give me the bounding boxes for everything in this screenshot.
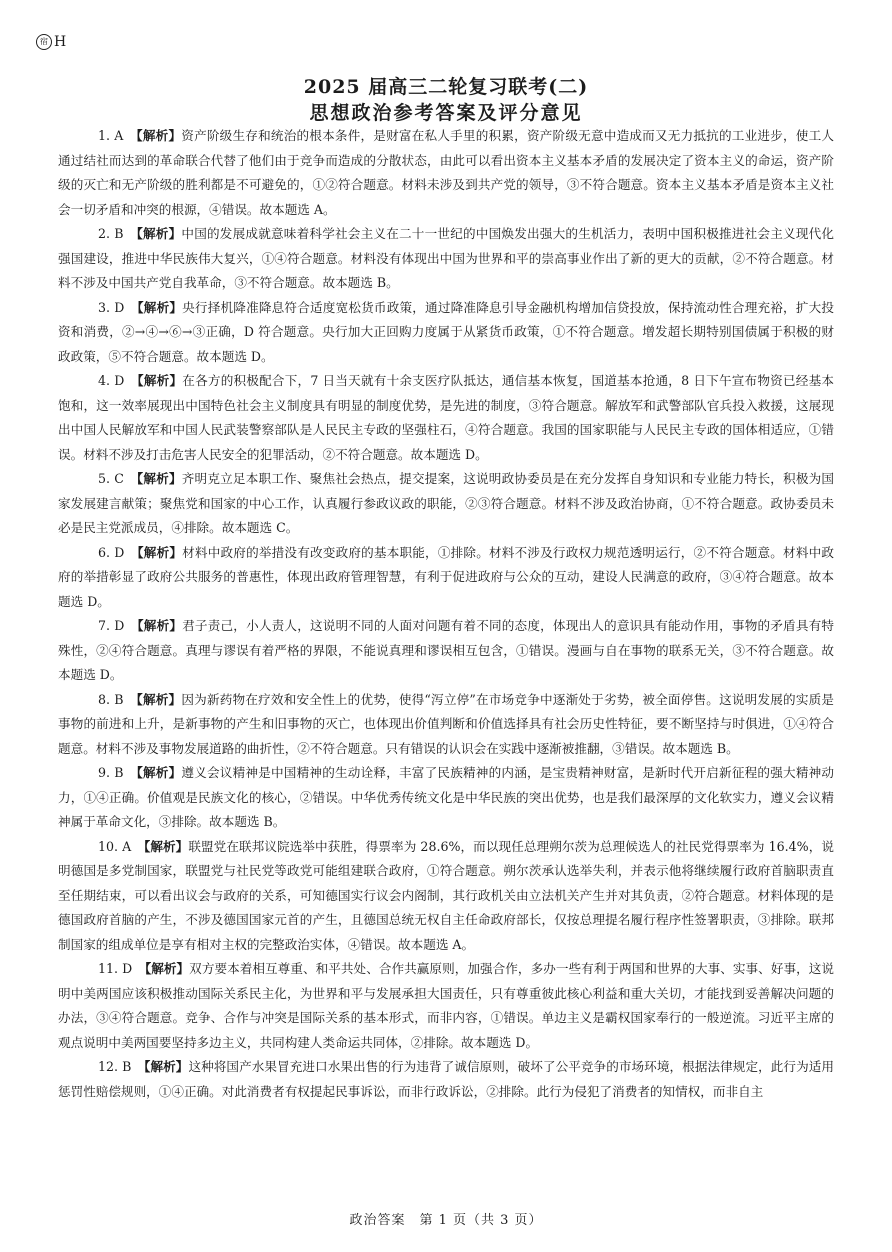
analysis-tag: 【解析】 (136, 471, 182, 486)
question-number: 11. D (98, 961, 133, 976)
analysis-text: 因为新药物在疗效和安全性上的优势，使得“泻立停”在市场竞争中逐渐处于劣势，被全面停售。这说明发展的实质是事物的前进和上升，是新事物的产生和旧事物的灭亡，也体现出价值判断和价值选择具有社会历史性特征，要不断坚持与时俱进，①④符合题意。材料不涉及事物发展道路的曲折性，②不符合题意。只有错误的认识会在实践中逐渐被推翻，③错误。故本题选 B。 (58, 691, 835, 756)
answer-item (58, 467, 834, 541)
analysis-tag: 【解析】 (136, 691, 182, 707)
analysis-text: 齐明克立足本职工作、聚焦社会热点，提交提案，这说明政协委员是在充分发挥自身知识和专业能力特长，积极为国家发展建言献策；聚焦党和国家的中心工作，认真履行参政议政的职能，②③符合题意。材料不涉及政治协商，①不符合题意。政协委员未必是民主党派成员，④排除。故本题选 C。 (58, 471, 835, 535)
question-number: 9. B (98, 765, 124, 780)
analysis-tag: 【解析】 (136, 765, 182, 780)
corner-letter: H (54, 34, 67, 50)
question-number: 2. B (98, 226, 124, 241)
question-number: 5. C (98, 471, 124, 486)
answer-item (58, 369, 834, 467)
answer-item (58, 1055, 834, 1104)
answer-item (58, 614, 834, 688)
analysis-tag: 【解析】 (137, 618, 183, 633)
analysis-text: 材料中政府的举措没有改变政府的基本职能，①排除。材料不涉及行政权力规范透明运行，②不符合题意。材料中政府的举措彰显了政府公共服务的普惠性，体现出政府管理智慧，有利于促进政府与公众的互动，建设人民满意的政府，③④符合题意。故本题选 D。 (58, 544, 835, 609)
answer-item (58, 835, 834, 958)
question-number: 4. D (98, 373, 125, 388)
analysis-text: 中国的发展成就意味着科学社会主义在二十一世纪的中国焕发出强大的生机活力，表明中国积极推进社会主义现代化强国建设，推进中华民族伟大复兴，①④符合题意。材料没有体现出中国为世界和平的崇高事业作出了新的更大的贡献，②不符合题意。材料不涉及中国共产党自我革命，③不符合题意。故本题选 B。 (58, 226, 835, 290)
page-header (0, 74, 892, 126)
question-number: 10. A (98, 838, 132, 854)
answer-item (58, 541, 834, 615)
page-subtitle: 思想政治参考答案及评分意见 (309, 102, 583, 124)
analysis-tag: 【解析】 (144, 961, 190, 976)
seal-icon: 宿 (36, 34, 52, 50)
answer-item (58, 296, 834, 370)
analysis-tag: 【解析】 (137, 373, 183, 388)
question-number: 6. D (98, 544, 125, 560)
analysis-text: 资产阶级生存和统治的根本条件，是财富在私人手里的积累，资产阶级无意中造成而又无力抵抗的工业进步，使工人通过结社而达到的革命联合代替了他们由于竞争而造成的分散状态，由此可以看出资本主义基本矛盾的发展决定了资本主义的命运，资产阶级的灭亡和无产阶级的胜利都是不可避免的，①②符合题意。材料未涉及到共产党的领导，③不符合题意。资本主义基本矛盾是资本主义社会一切矛盾和冲突的根源，④错误。故本题选 A。 (58, 128, 835, 217)
question-number: 12. B (98, 1059, 132, 1074)
analysis-tag: 【解析】 (136, 128, 182, 143)
question-number: 3. D (98, 299, 125, 315)
page-footer: 政治答案 第 1 页（共 3 页） (349, 1213, 543, 1228)
analysis-tag: 【解析】 (136, 226, 182, 241)
question-number: 1. A (98, 128, 124, 143)
answer-list (58, 124, 834, 1104)
page-title: 2025 届高三二轮复习联考(二) (303, 76, 589, 98)
analysis-text: 这种将国产水果冒充进口水果出售的行为违背了诚信原则，破坏了公平竞争的市场环境，根据法律规定，此行为适用惩罚性赔偿规则，①④正确。对此消费者有权提起民事诉讼，而非行政诉讼，②排除。此行为侵犯了消费者的知情权，而非自主 (58, 1059, 835, 1099)
analysis-tag: 【解析】 (143, 838, 189, 854)
analysis-tag: 【解析】 (137, 299, 183, 315)
answer-item (58, 688, 834, 762)
analysis-text: 联盟党在联邦议院选举中获胜，得票率为 28.6%，而以现任总理朔尔茨为总理候选人的社民党得票率为 16.4%，说明德国是多党制国家，联盟党与社民党等政党可能组建联合政府，①符合题意。朔尔茨承认选举失利，并表示他将继续履行政府首脑职责直至任期结束，可以看出议会与政府的关系，可知德国实行议会内阁制，其行政机关由立法机关产生并对其负责，②符合题意。材料体现的是德国政府首脑的产生，不涉及德国国家元首的产生，且德国总统无权自主任命政府部长，仅按总理提名履行程序性签署职责，③排除。联邦制国家的组成单位是享有相对主权的完整政治实体，④错误。故本题选 A。 (58, 838, 834, 952)
question-number: 8. B (98, 691, 124, 707)
answer-item (58, 222, 834, 296)
answer-item (58, 124, 834, 222)
analysis-tag: 【解析】 (137, 544, 183, 560)
analysis-text: 在各方的积极配合下，7 日当天就有十余支医疗队抵达，通信基本恢复，国道基本抢通，8 日下午宣布物资已经基本饱和，这一效率展现出中国特色社会主义制度具有明显的制度优势，是先进的制度，③符合题意。解放军和武警部队官兵投入救援，这展现出中国人民解放军和中国人民武装警察部队是人民民主专政的坚强柱石，④符合题意。我国的国家职能与人民民主专政的国体相适应，①错误。材料不涉及打击危害人民安全的犯罪活动，②不符合题意。故本题选 D。 (58, 373, 834, 462)
corner-mark (36, 34, 66, 50)
analysis-text: 君子责己，小人责人，这说明不同的人面对问题有着不同的态度，体现出人的意识具有能动作用，事物的矛盾具有特殊性，②④符合题意。真理与谬误有着严格的界限，不能说真理和谬误相互包含，①错误。漫画与自在事物的联系无关，③不符合题意。故本题选 D。 (58, 618, 835, 682)
answer-item (58, 761, 834, 835)
question-number: 7. D (98, 618, 125, 633)
analysis-tag: 【解析】 (144, 1059, 189, 1074)
analysis-text: 遵义会议精神是中国精神的生动诠释，丰富了民族精神的内涵，是宝贵精神财富，是新时代开启新征程的强大精神动力，①④正确。价值观是民族文化的核心，②错误。中华优秀传统文化是中华民族的突出优势，也是我们最深厚的文化软实力，遵义会议精神属于革命文化，③排除。故本题选 B。 (58, 765, 835, 829)
analysis-text: 央行择机降准降息符合适度宽松货币政策，通过降准降息引导金融机构增加信贷投放，保持流动性合理充裕，扩大投资和消费，②→④→⑥→③正确，D 符合题意。央行加大正回购力度属于从紧货币政策，①不符合题意。增发超长期特别国债属于积极的财政政策，⑤不符合题意。故本题选 D。 (58, 299, 835, 364)
answer-item (58, 957, 834, 1055)
analysis-text: 双方要本着相互尊重、和平共处、合作共赢原则，加强合作，多办一些有利于两国和世界的大事、实事、好事，这说明中美两国应该积极推动国际关系民主化，为世界和平与发展承担大国责任，只有尊重彼此核心利益和重大关切，才能找到妥善解决问题的办法，③④符合题意。竞争、合作与冲突是国际关系的基本形式，而非内容，①错误。单边主义是霸权国家奉行的一般逆流。习近平主席的观点说明中美两国要坚持多边主义，共同构建人类命运共同体，②排除。故本题选 D。 (58, 961, 835, 1050)
